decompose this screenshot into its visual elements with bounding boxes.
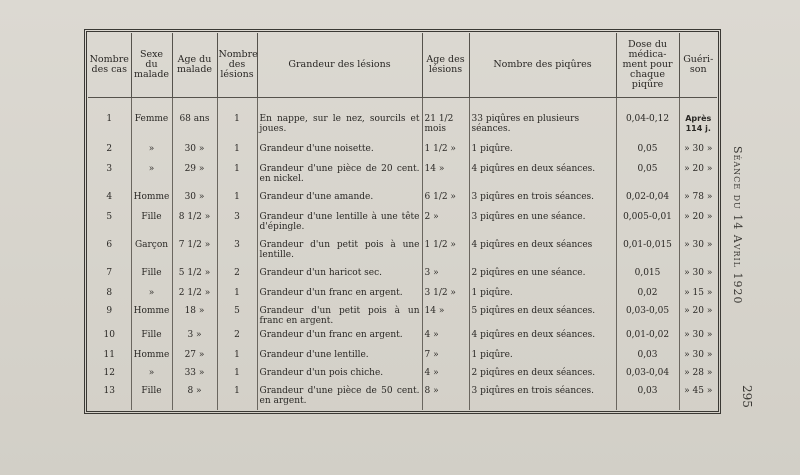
cell-nombre-lesions: 3 xyxy=(217,210,257,238)
cell-nombre-cas: 12 xyxy=(103,367,115,378)
cell-piqures: 4 piqûres en deux séances xyxy=(469,238,616,266)
cell-nombre-cas: 2 xyxy=(106,143,113,154)
cell-piqures: 1 piqûre. xyxy=(469,348,616,366)
cell-dose: 0,01-0,015 xyxy=(616,238,679,266)
cell-age: 8 1/2 » xyxy=(172,210,217,238)
cell-nombre-cas: 4 xyxy=(106,191,113,202)
cell-sexe: Homme xyxy=(131,304,172,328)
table-body xyxy=(88,98,717,410)
cell-nombre-lesions: 2 xyxy=(217,266,257,286)
cell-grandeur: Grandeur d'une amande. xyxy=(257,190,422,210)
cell-piqures: 2 piqûres en deux séances. xyxy=(469,366,616,384)
table-row xyxy=(88,384,717,410)
cell-nombre-cas: 1 xyxy=(106,114,113,124)
cell-age-lesions: 1 1/2 » xyxy=(422,142,469,162)
cell-grandeur: Grandeur d'une lentille à une tête d'épingle. xyxy=(257,210,422,238)
cell-piqures: 2 piqûres en une séance. xyxy=(469,266,616,286)
cell-piqures: 3 piqûres en trois séances. xyxy=(469,384,616,410)
cell-grandeur: Grandeur d'une lentille. xyxy=(257,348,422,366)
cell-guerison: » 28 » xyxy=(679,366,717,384)
table-row xyxy=(88,190,717,210)
cell-age-lesions: 6 1/2 » xyxy=(422,190,469,210)
header-guerison: Guéri-son xyxy=(679,33,717,98)
table-row xyxy=(88,286,717,304)
cell-piqures: 5 piqûres en deux séances. xyxy=(469,304,616,328)
cell-nombre-cas: 8 xyxy=(106,287,113,298)
cell-nombre-lesions: 1 xyxy=(217,190,257,210)
cell-nombre-lesions: 1 xyxy=(217,98,257,142)
cell-guerison: » 15 » xyxy=(679,286,717,304)
cell-age: 33 » xyxy=(172,366,217,384)
cell-dose: 0,05 xyxy=(616,142,679,162)
cell-sexe: » xyxy=(131,162,172,190)
table-row xyxy=(88,98,717,142)
cell-guerison: » 30 » xyxy=(679,328,717,348)
cell-nombre-cas: 5 xyxy=(106,211,113,222)
cell-nombre-lesions: 1 xyxy=(217,348,257,366)
cell-piqures: 3 piqûres en trois séances. xyxy=(469,190,616,210)
cell-nombre-lesions: 1 xyxy=(217,384,257,410)
cell-guerison: » 20 » xyxy=(679,162,717,190)
cell-age: 30 » xyxy=(172,142,217,162)
running-head: Séance du 14 Avril 1920 xyxy=(731,146,744,305)
page-number: 295 xyxy=(740,385,754,408)
cell-sexe: Homme xyxy=(131,348,172,366)
cell-nombre-lesions: 2 xyxy=(217,328,257,348)
cell-sexe: Femme xyxy=(131,98,172,142)
header-dose: Dose du médica-ment pour chaque piqûre xyxy=(616,33,679,98)
cell-guerison: » 20 » xyxy=(679,210,717,238)
cell-piqures: 3 piqûres en une séance. xyxy=(469,210,616,238)
cell-age-lesions: 14 » xyxy=(422,304,469,328)
cell-age: 18 » xyxy=(172,304,217,328)
cell-sexe: Fille xyxy=(131,266,172,286)
cell-guerison: » 30 » xyxy=(679,142,717,162)
cell-age: 2 1/2 » xyxy=(172,286,217,304)
cell-sexe: Homme xyxy=(131,190,172,210)
cell-nombre-lesions: 1 xyxy=(217,162,257,190)
header-sexe: Sexe du malade xyxy=(131,33,172,98)
cell-age: 7 1/2 » xyxy=(172,238,217,266)
cell-age-lesions: 3 » xyxy=(422,266,469,286)
cell-piqures: 1 piqûre. xyxy=(469,142,616,162)
cell-nombre-cas: 13 xyxy=(103,385,115,396)
cell-dose: 0,03-0,04 xyxy=(616,366,679,384)
cell-nombre-cas: 11 xyxy=(103,349,115,360)
cell-age: 30 » xyxy=(172,190,217,210)
header-age: Age du malade xyxy=(172,33,217,98)
cell-piqures: 4 piqûres en deux séances. xyxy=(469,162,616,190)
cell-sexe: Fille xyxy=(131,384,172,410)
cell-grandeur: Grandeur d'un petit pois à une lentille. xyxy=(257,238,422,266)
cell-nombre-lesions: 3 xyxy=(217,238,257,266)
cell-age-lesions: 2 » xyxy=(422,210,469,238)
cell-age: 5 1/2 » xyxy=(172,266,217,286)
table-row xyxy=(88,304,717,328)
cell-guerison: » 20 » xyxy=(679,304,717,328)
cell-age-lesions: 4 » xyxy=(422,366,469,384)
cell-sexe: Fille xyxy=(131,328,172,348)
table-row xyxy=(88,142,717,162)
cell-grandeur: Grandeur d'un pois chiche. xyxy=(257,366,422,384)
cell-nombre-cas: 6 xyxy=(106,239,113,250)
table-row xyxy=(88,328,717,348)
cell-nombre-cas: 10 xyxy=(103,329,115,340)
cell-dose: 0,05 xyxy=(616,162,679,190)
cell-dose: 0,03 xyxy=(616,348,679,366)
cell-age: 29 » xyxy=(172,162,217,190)
cell-guerison: » 30 » xyxy=(679,266,717,286)
cell-piqures: 4 piqûres en deux séances. xyxy=(469,328,616,348)
cell-dose: 0,02 xyxy=(616,286,679,304)
header-nombre-lesions: Nombre des lésions xyxy=(217,33,257,98)
cell-dose: 0,015 xyxy=(616,266,679,286)
cell-dose: 0,005-0,01 xyxy=(616,210,679,238)
header-piqures: Nombre des piqûres xyxy=(469,33,616,98)
cell-guerison: » 45 » xyxy=(679,384,717,410)
cell-dose: 0,02-0,04 xyxy=(616,190,679,210)
header-age-lesions: Age des lésions xyxy=(422,33,469,98)
cell-guerison: » 30 » xyxy=(679,238,717,266)
cell-nombre-lesions: 1 xyxy=(217,366,257,384)
cell-nombre-cas: 7 xyxy=(106,267,113,278)
header-nombre-cas: Nombre des cas xyxy=(88,33,131,98)
cell-sexe: » xyxy=(131,366,172,384)
header-grandeur: Grandeur des lésions xyxy=(257,33,422,98)
cell-guerison: » 30 » xyxy=(679,348,717,366)
cell-age-lesions: 7 » xyxy=(422,348,469,366)
cell-sexe: Garçon xyxy=(131,238,172,266)
cell-age-lesions: 1 1/2 » xyxy=(422,238,469,266)
cell-age-lesions: 3 1/2 » xyxy=(422,286,469,304)
cell-nombre-lesions: 5 xyxy=(217,304,257,328)
cell-piqures: 33 piqûres en plusieurs séances. xyxy=(469,98,616,142)
table-row xyxy=(88,162,717,190)
cell-nombre-cas: 9 xyxy=(106,305,113,316)
cell-age: 68 ans xyxy=(172,98,217,142)
table-row xyxy=(88,210,717,238)
cell-age-lesions: 4 » xyxy=(422,328,469,348)
table-row xyxy=(88,366,717,384)
lesions-table xyxy=(88,33,717,410)
cell-dose: 0,03-0,05 xyxy=(616,304,679,328)
cell-piqures: 1 piqûre. xyxy=(469,286,616,304)
cell-grandeur: Grandeur d'un haricot sec. xyxy=(257,266,422,286)
table-row xyxy=(88,266,717,286)
cell-age: 3 » xyxy=(172,328,217,348)
cell-age: 8 » xyxy=(172,384,217,410)
cell-grandeur: Grandeur d'un franc en argent. xyxy=(257,328,422,348)
table-row xyxy=(88,238,717,266)
cell-sexe: » xyxy=(131,142,172,162)
cell-grandeur: Grandeur d'un petit pois à un franc en argent. xyxy=(257,304,422,328)
cell-grandeur: En nappe, sur le nez, sourcils et joues. xyxy=(257,98,422,142)
header-row xyxy=(88,33,717,98)
cell-nombre-lesions: 1 xyxy=(217,142,257,162)
table-row xyxy=(88,348,717,366)
cell-nombre-cas: 3 xyxy=(106,163,113,174)
cell-guerison: Après 114 j. xyxy=(679,98,717,142)
cell-dose: 0,03 xyxy=(616,384,679,410)
cell-age: 27 » xyxy=(172,348,217,366)
cell-grandeur: Grandeur d'une pièce de 50 cent. en argent. xyxy=(257,384,422,410)
cell-nombre-lesions: 1 xyxy=(217,286,257,304)
cell-dose: 0,04-0,12 xyxy=(616,98,679,142)
cell-sexe: Fille xyxy=(131,210,172,238)
cell-age-lesions: 21 1/2 mois xyxy=(422,98,469,142)
cell-guerison: » 78 » xyxy=(679,190,717,210)
cell-grandeur: Grandeur d'une pièce de 20 cent. en nickel. xyxy=(257,162,422,190)
cell-age-lesions: 14 » xyxy=(422,162,469,190)
cell-grandeur: Grandeur d'un franc en argent. xyxy=(257,286,422,304)
cell-grandeur: Grandeur d'une noisette. xyxy=(257,142,422,162)
cell-dose: 0,01-0,02 xyxy=(616,328,679,348)
cell-sexe: » xyxy=(131,286,172,304)
cell-age-lesions: 8 » xyxy=(422,384,469,410)
